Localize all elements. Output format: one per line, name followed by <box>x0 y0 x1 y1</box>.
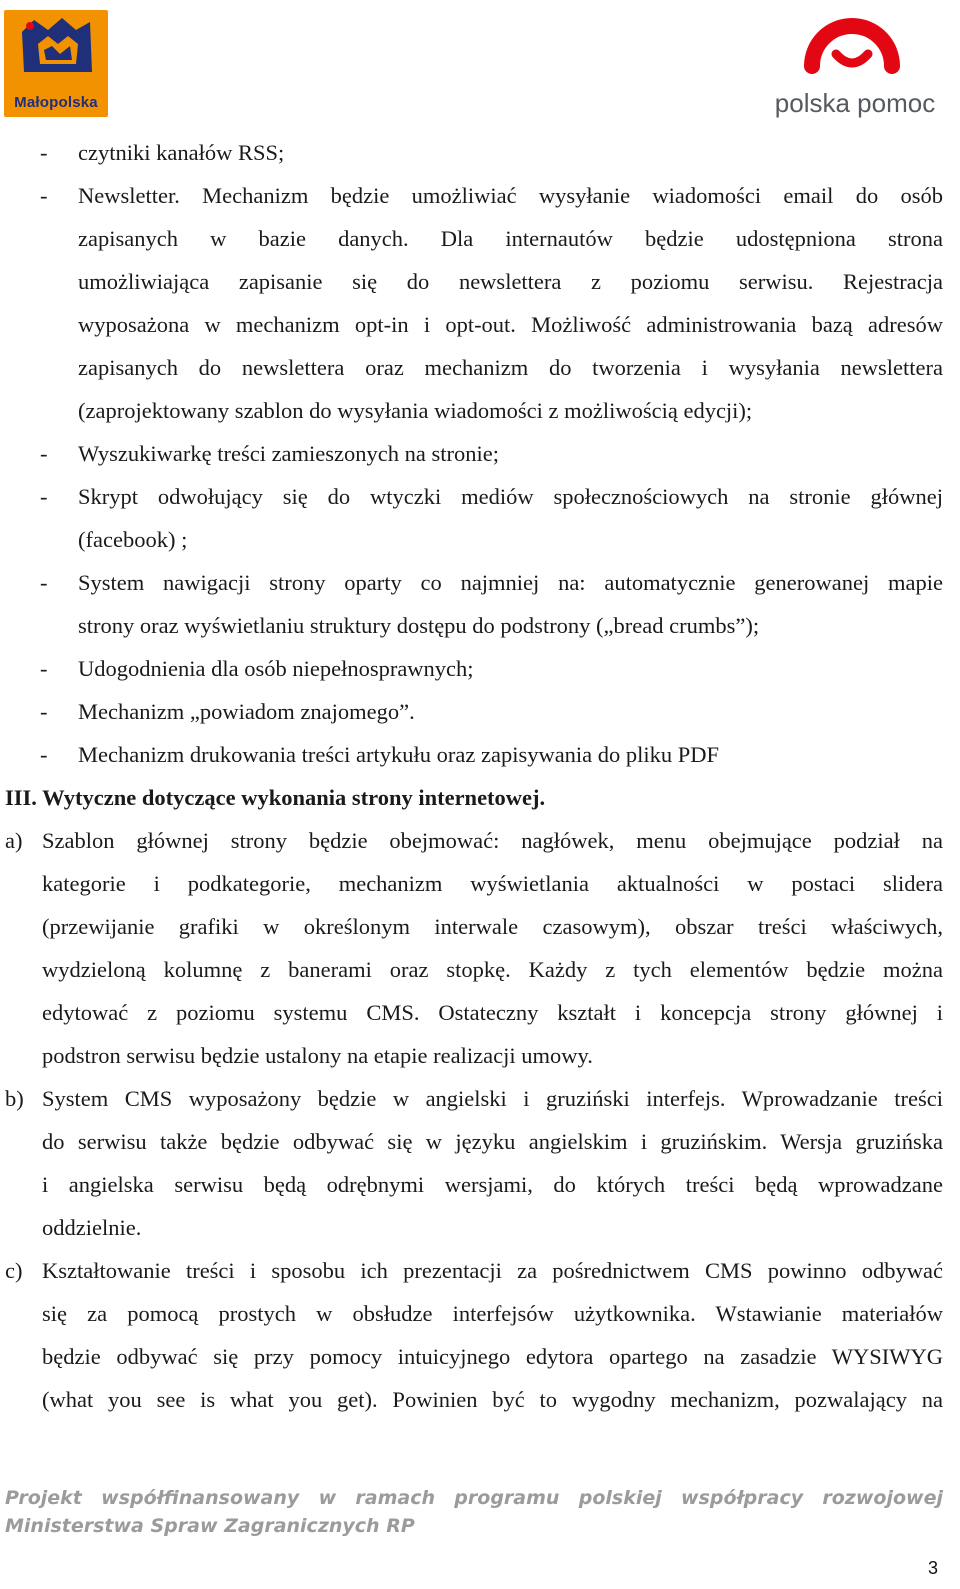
paragraph-line: wydzieloną kolumnę z banerami oraz stopkę. Każdy z tych elementów będzie można <box>42 957 943 982</box>
bullet-dash: - <box>40 699 48 724</box>
footer-line-2: Ministerstwa Spraw Zagranicznych RP <box>5 1515 415 1537</box>
footer-line-1: Projekt współfinansowany w ramach programu polskiej współpracy rozwojowej <box>5 1487 943 1509</box>
bullet-dash: - <box>40 570 48 595</box>
page-number: 3 <box>928 1558 939 1578</box>
paragraph-line: (what you see is what you get). Powinien być to wygodny mechanizm, pozwalający na <box>42 1387 943 1412</box>
list-item-line: zapisanych do newslettera oraz mechanizm do tworzenia i wysyłania newslettera <box>78 355 943 380</box>
malopolska-logo-text: Małopolska <box>14 94 98 111</box>
list-item-line: wyposażona w mechanizm opt-in i opt-out. Możliwość administrowania bazą adresów <box>78 312 943 337</box>
paragraph-line: się za pomocą prostych w obsłudze interfejsów użytkownika. Wstawianie materiałów <box>42 1301 943 1326</box>
item-marker: a) <box>5 828 23 853</box>
polska-pomoc-emblem-icon <box>800 2 904 84</box>
polska-pomoc-logo <box>770 2 940 120</box>
item-marker: c) <box>5 1258 23 1283</box>
list-item-line: Skrypt odwołujący się do wtyczki mediów społecznościowych na stronie głównej <box>78 484 943 509</box>
list-item-line: Mechanizm drukowania treści artykułu oraz zapisywania do pliku PDF <box>78 742 720 767</box>
paragraph-line: Kształtowanie treści i sposobu ich prezentacji za pośrednictwem CMS powinno odbywać <box>42 1258 943 1283</box>
list-item-line: Newsletter. Mechanizm będzie umożliwiać wysyłanie wiadomości email do osób <box>78 183 943 208</box>
bullet-dash: - <box>40 441 48 466</box>
list-item-line: czytniki kanałów RSS; <box>78 140 285 165</box>
paragraph-line: kategorie i podkategorie, mechanizm wyświetlania aktualności w postaci slidera <box>42 871 943 896</box>
list-item-line: Wyszukiwarkę treści zamieszonych na stronie; <box>78 441 499 466</box>
list-item-line: umożliwiająca zapisanie się do newslettera z poziomu serwisu. Rejestracja <box>78 269 943 294</box>
list-item-line: strony oraz wyświetlaniu struktury dostępu do podstrony („bread crumbs”); <box>78 613 760 638</box>
bullet-dash: - <box>40 484 48 509</box>
list-item-line: (facebook) ; <box>78 527 188 552</box>
section-heading: III. Wytyczne dotyczące wykonania strony internetowej. <box>5 785 546 810</box>
list-item-line: Udogodnienia dla osób niepełnosprawnych; <box>78 656 474 681</box>
bullet-dash: - <box>40 742 48 767</box>
polska-pomoc-logo-text: polska pomoc <box>774 88 936 118</box>
paragraph-line: System CMS wyposażony będzie w angielski i gruziński interfejs. Wprowadzanie treści <box>42 1086 943 1111</box>
item-marker: b) <box>5 1086 24 1111</box>
list-item-line: zapisanych w bazie danych. Dla internautów będzie udostępniona strona <box>78 226 943 251</box>
paragraph-line: i angielska serwisu będą odrębnymi wersjami, do których treści będą wprowadzane <box>42 1172 943 1197</box>
bullet-dash: - <box>40 183 48 208</box>
bullet-dash: - <box>40 140 48 165</box>
paragraph-line: edytować z poziomu systemu CMS. Ostateczny kształt i koncepcja strony głównej i <box>42 1000 943 1025</box>
paragraph-line: oddzielnie. <box>42 1215 142 1240</box>
paragraph-line: będzie odbywać się przy pomocy intuicyjnego edytora opartego na zasadzie WYSIWYG <box>42 1344 943 1369</box>
paragraph-line: podstron serwisu będzie ustalony na etapie realizacji umowy. <box>42 1043 593 1068</box>
list-item-line: Mechanizm „powiadom znajomego”. <box>78 699 415 724</box>
malopolska-logo <box>4 10 108 117</box>
paragraph-line: do serwisu także będzie odbywać się w języku angielskim i gruzińskim. Wersja gruzińska <box>42 1129 943 1154</box>
list-item-line: (zaprojektowany szablon do wysyłania wiadomości z możliwością edycji); <box>78 398 753 423</box>
bullet-dash: - <box>40 656 48 681</box>
malopolska-emblem-icon <box>4 10 108 95</box>
paragraph-line: Szablon głównej strony będzie obejmować: nagłówek, menu obejmujące podział na <box>42 828 943 853</box>
list-item-line: System nawigacji strony oparty co najmniej na: automatycznie generowanej mapie <box>78 570 943 595</box>
paragraph-line: (przewijanie grafiki w określonym interwale czasowym), obszar treści właściwych, <box>42 914 943 939</box>
